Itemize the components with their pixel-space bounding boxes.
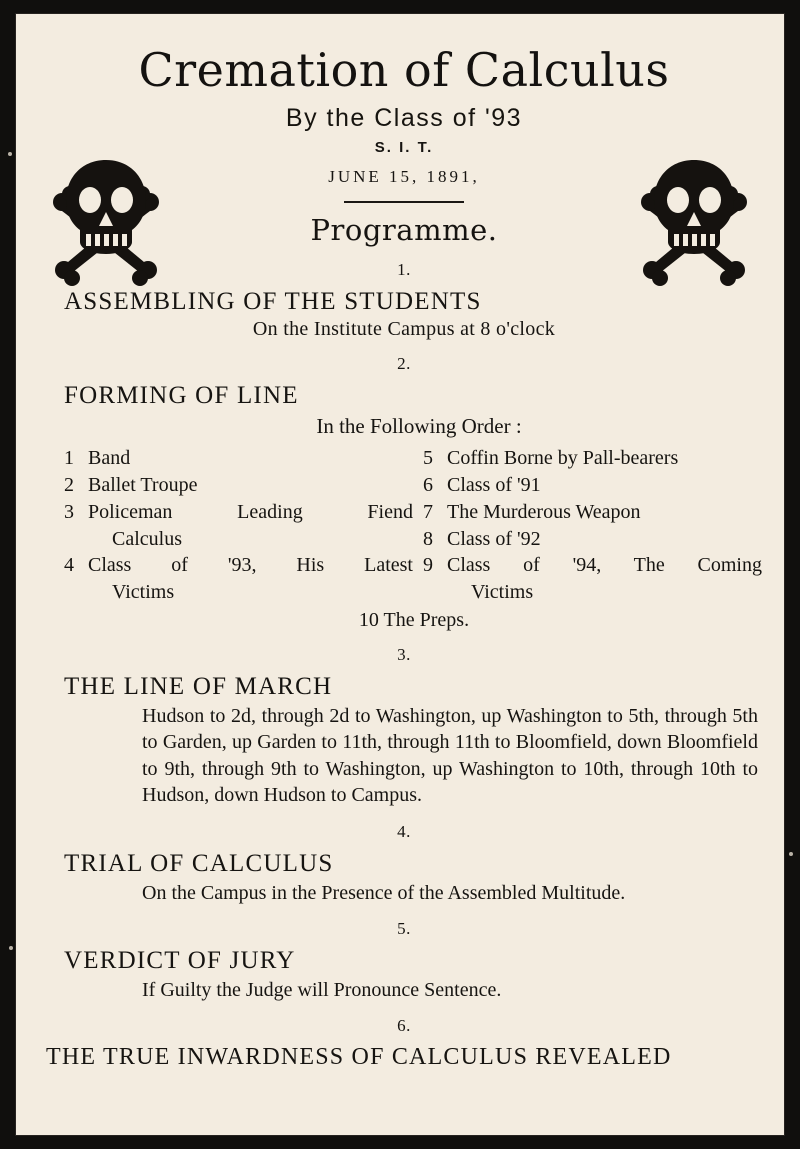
item-number: 6. — [397, 1016, 411, 1036]
list-item — [423, 445, 762, 472]
item-heading: THE LINE OF MARCH — [64, 673, 333, 701]
item-body: If Guilty the Judge will Pronounce Sentence. — [142, 979, 502, 1002]
list-item-continuation: Calculus — [112, 527, 182, 550]
procession-left-column — [64, 445, 413, 606]
list-item — [64, 472, 413, 499]
page-title: Cremation of Calculus — [138, 43, 670, 97]
list-item-number: 3 — [64, 500, 74, 523]
order-label: In the Following Order : — [316, 414, 522, 439]
list-item-number: 7 — [423, 500, 433, 523]
item-heading: TRIAL OF CALCULUS — [64, 849, 334, 877]
item-number: 5. — [397, 919, 411, 939]
list-item-number: 9 — [423, 554, 433, 577]
item-number: 1. — [397, 260, 411, 280]
list-item-label: Class of '93, His Latest — [88, 554, 413, 577]
procession-right-column — [413, 445, 762, 606]
list-item — [423, 472, 762, 499]
list-item-continuation: Victims — [471, 581, 534, 604]
byline: By the Class of '93 — [285, 104, 523, 133]
list-item-number: 6 — [423, 474, 433, 497]
list-item-label: Policeman Leading Fiend — [88, 500, 413, 523]
list-item-label: Coffin Borne by Pall-bearers — [447, 447, 679, 470]
scan-artifact-dot — [8, 152, 12, 156]
list-item-label: Class of '92 — [447, 527, 541, 550]
procession-order-list — [64, 445, 762, 606]
item-heading: ASSEMBLING OF THE STUDENTS — [64, 288, 482, 316]
item-heading: FORMING OF LINE — [64, 382, 299, 410]
item-body: Hudson to 2d, through 2d to Washington, up Washington to 5th, through 5th to Garden, up Garden to 11th, through 11th to Bloomfield, down Bloomfield to 9th, through 9th to Washington, up Washington to 10th, through 10th to Hudson, down Hudson to Campus. — [142, 705, 758, 807]
list-item-number: 2 — [64, 474, 74, 497]
list-item — [423, 499, 762, 526]
list-item-continuation: Victims — [112, 581, 175, 604]
item-heading: VERDICT OF JURY — [64, 947, 296, 975]
list-item-number: 8 — [423, 527, 433, 550]
list-item-label: Class of '94, The Coming — [447, 554, 762, 577]
item-subtitle: On the Institute Campus at 8 o'clock — [252, 318, 556, 341]
item-heading: THE TRUE INWARDNESS OF CALCULUS REVEALED — [46, 1044, 672, 1071]
list-item-number: 1 — [64, 447, 74, 470]
list-item-label: Class of '91 — [447, 474, 541, 497]
item-number: 2. — [397, 354, 411, 374]
list-item — [64, 499, 413, 526]
scan-artifact-dot — [789, 852, 793, 856]
event-date: JUNE 15, 1891, — [328, 167, 480, 187]
scan-artifact-dot — [9, 946, 13, 950]
programme-paper — [16, 14, 784, 1135]
list-item — [423, 552, 762, 579]
list-item: 10 The Preps. — [358, 609, 470, 632]
divider — [344, 201, 464, 203]
programme-heading: Programme. — [310, 213, 498, 248]
organization: S. I. T. — [374, 139, 434, 157]
item-body: On the Campus in the Presence of the Assembled Multitude. — [142, 881, 626, 904]
item-number: 4. — [397, 821, 411, 841]
list-item-label: Ballet Troupe — [88, 474, 198, 497]
list-item — [64, 445, 413, 472]
list-item — [423, 526, 762, 553]
list-item-label: Band — [88, 447, 131, 470]
list-item-label: The Murderous Weapon — [447, 500, 641, 523]
item-number: 3. — [397, 645, 411, 665]
list-item-number: 4 — [64, 554, 74, 577]
list-item — [64, 552, 413, 579]
list-item-number: 5 — [423, 447, 433, 470]
